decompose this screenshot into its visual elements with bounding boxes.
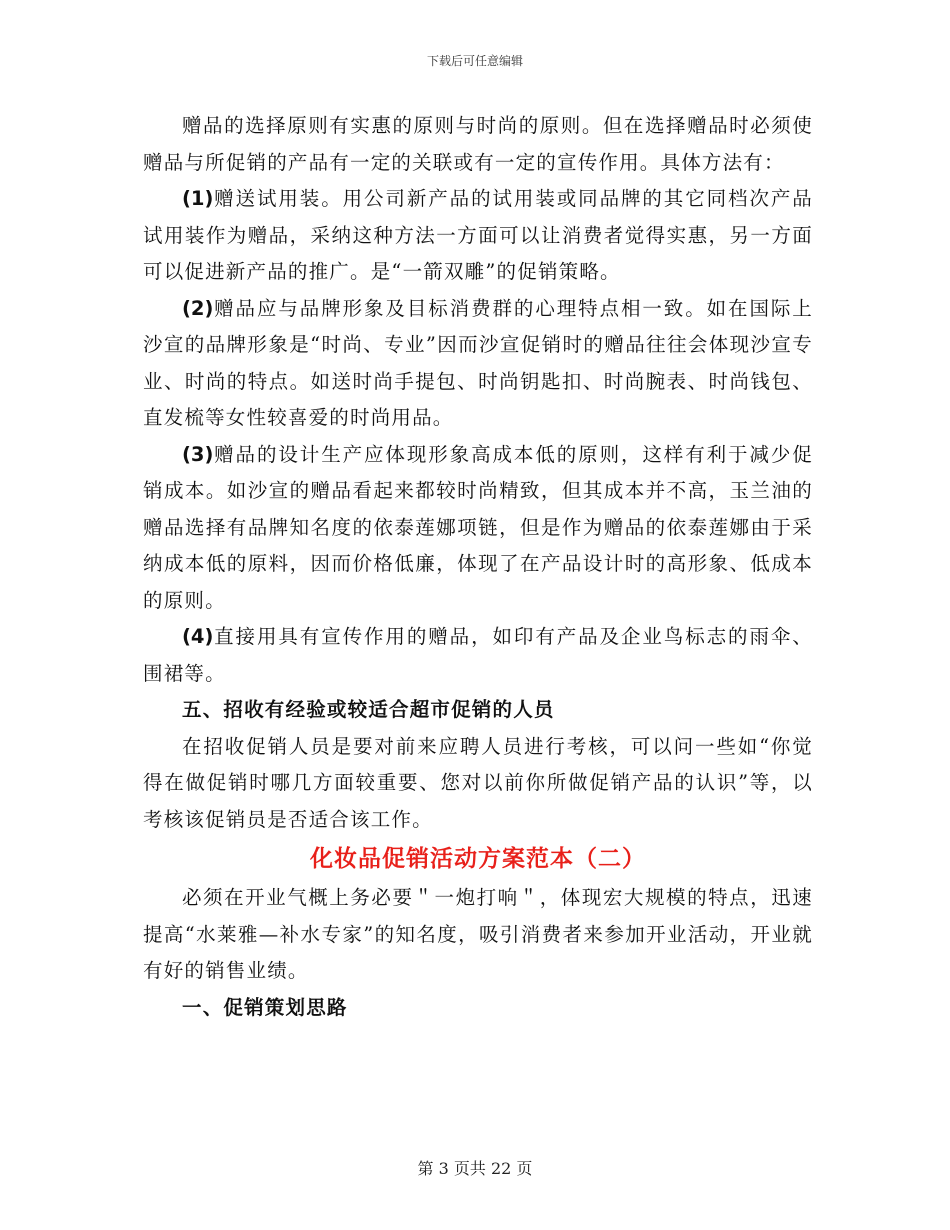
paragraph-opening: 必须在开业气概上务必要＂一炮打响＂，体现宏大规模的特点，迅速提高“水莱雅—补水专家”的知名度，吸引消费者来参加开业活动，开业就有好的销售业绩。 [143, 886, 813, 982]
item-number: (4) [182, 625, 214, 648]
page-footer: 第 3 页共 22 页 [417, 1159, 533, 1178]
item-text: 赠送试用装。用公司新产品的试用装或同品牌的其它同档次产品试用装作为赠品，采纳这种方法一方面可以让消费者觉得实惠，另一方面可以促进新产品的推广。是“一箭双雕”的促销策略。 [143, 187, 813, 283]
paragraph-recruitment: 在招收促销人员是要对前来应聘人员进行考核，可以问一些如“你觉得在做促销时哪几方面较重要、您对以前你所做促销产品的认识”等，以考核该促销员是否适合该工作。 [143, 734, 813, 831]
item-number: (2) [182, 296, 214, 320]
heading-section-5: 五、招收有经验或较适合超市促销的人员 [182, 698, 555, 721]
section-title: 化妆品促销活动方案范本（二） [310, 846, 646, 872]
paragraph-item-3 [143, 437, 813, 620]
paragraph-item-4 [143, 619, 813, 692]
heading-section-1: 一、促销策划思路 [182, 995, 348, 1019]
item-text: 赠品应与品牌形象及目标消费群的心理特点相一致。如在国际上沙宣的品牌形象是“时尚、专业”因而沙宣促销时的赠品往往会体现沙宣专业、时尚的特点。如送时尚手提包、时尚钥匙扣、时尚腕表、时尚钱包、直发梳等女性较喜爱的时尚用品。 [143, 296, 813, 429]
paragraph-gift-principles: 赠品的选择原则有实惠的原则与时尚的原则。但在选择赠品时必须使赠品与所促销的产品有一定的关联或有一定的宣传作用。具体方法有： [143, 114, 813, 174]
item-number: (1) [182, 187, 214, 210]
paragraph-item-2 [143, 291, 813, 437]
paragraph-item-1 [143, 181, 813, 291]
item-text: 赠品的设计生产应体现形象高成本低的原则，这样有利于减少促销成本。如沙宣的赠品看起来都较时尚精致，但其成本并不高，玉兰油的赠品选择有品牌知名度的依泰莲娜项链，但是作为赠品的依泰莲娜由于采纳成本低的原料，因而价格低廉，体现了在产品设计时的高形象、低成本的原则。 [143, 442, 813, 612]
document-body [143, 108, 813, 1026]
item-text: 直接用具有宣传作用的赠品，如印有产品及企业鸟标志的雨伞、围裙等。 [143, 625, 813, 685]
item-number: (3) [182, 442, 214, 466]
page-header: 下载后可任意编辑 [426, 54, 523, 68]
